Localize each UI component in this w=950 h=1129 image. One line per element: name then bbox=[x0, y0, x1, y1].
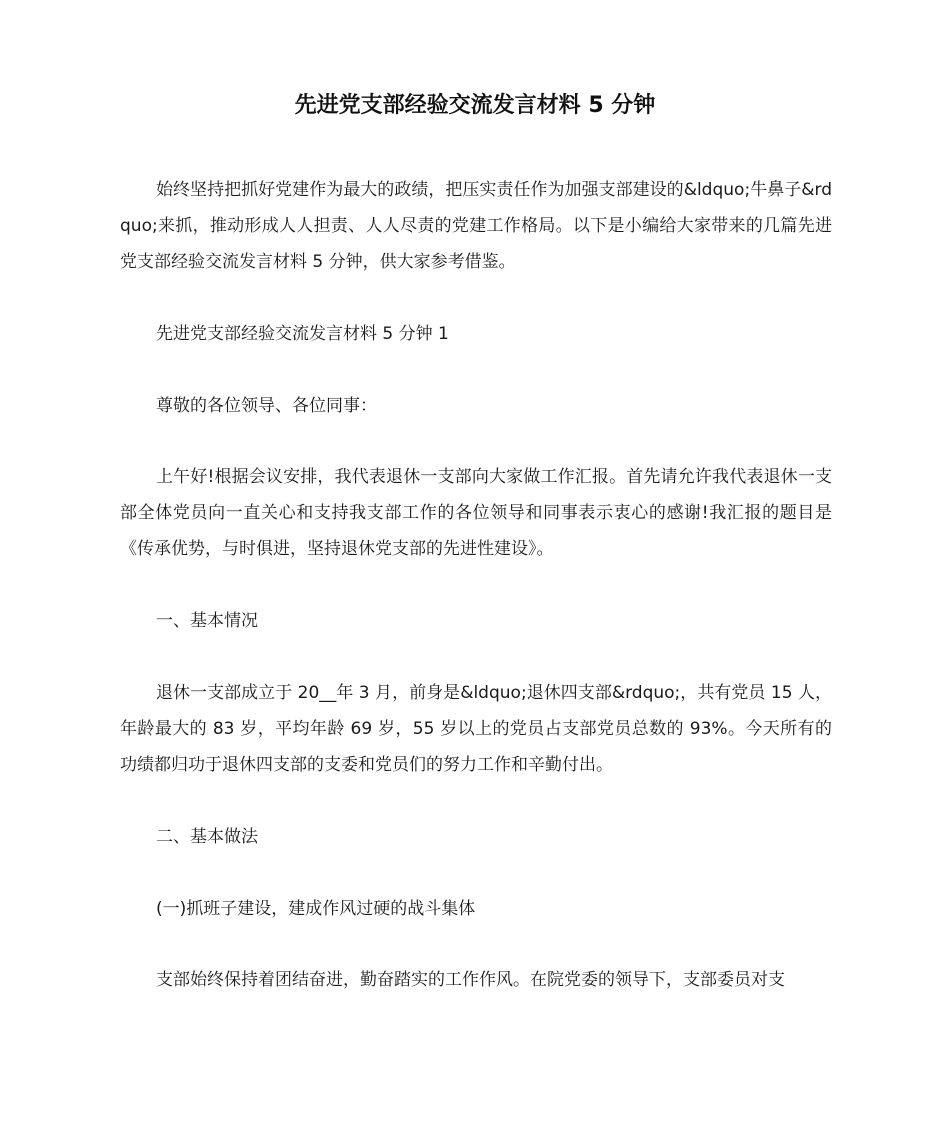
intro-paragraph: 始终坚持把抓好党建作为最大的政绩，把压实责任作为加强支部建设的&ldquo;牛鼻子&rdquo;来抓，推动形成人人担责、人人尽责的党建工作格局。以下是小编给大家带来的几篇先进党支部经验交流发言材料 5 分钟，供大家参考借鉴。 bbox=[120, 180, 832, 272]
salutation: 尊敬的各位领导、各位同事： bbox=[156, 396, 377, 416]
heading-basic-methods: 二、基本做法 bbox=[156, 827, 258, 847]
opening-paragraph: 上午好!根据会议安排，我代表退休一支部向大家做工作汇报。首先请允许我代表退休一支部全体党员向一直关心和支持我支部工作的各位领导和同事表示衷心的感谢!我汇报的题目是《传承优势，与时俱进，坚持退休党支部的先进性建设》。 bbox=[120, 467, 832, 559]
team-building-paragraph: 支部始终保持着团结奋进，勤奋踏实的工作作风。在院党委的领导下，支部委员对支 bbox=[156, 970, 785, 990]
section-heading-speech-1: 先进党支部经验交流发言材料 5 分钟 1 bbox=[156, 324, 449, 344]
document-title: 先进党支部经验交流发言材料 5 分钟 bbox=[294, 93, 656, 118]
basic-situation-paragraph: 退休一支部成立于 20__年 3 月，前身是&ldquo;退休四支部&rdquo;，共有党员 15 人，年龄最大的 83 岁，平均年龄 69 岁，55 岁以上的党员占支部党员总数的 93%。今天所有的功绩都归功于退休四支部的支委和党员们的努力工作和辛勤付出。 bbox=[120, 683, 832, 775]
heading-basic-situation: 一、基本情况 bbox=[156, 611, 258, 631]
subheading-team-building: (一)抓班子建设，建成作风过硬的战斗集体 bbox=[156, 899, 476, 919]
